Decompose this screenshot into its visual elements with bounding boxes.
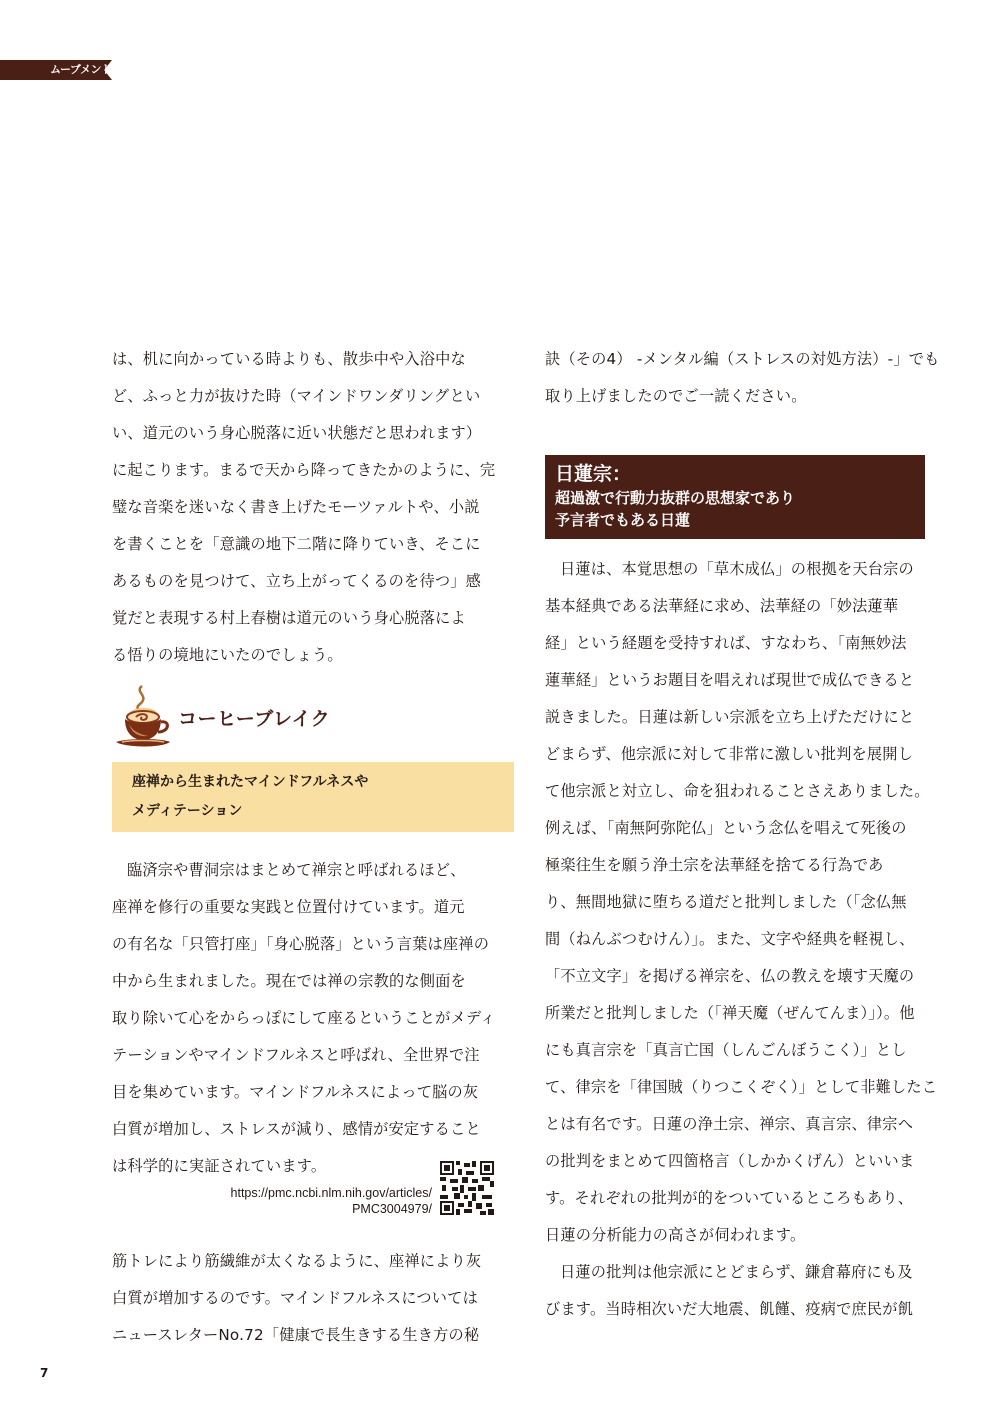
text-line: 日蓮の分析能力の高さが伺われます。	[545, 1226, 806, 1244]
text-line: 例えば、「南無阿弥陀仏」という念仏を唱えて死後の	[545, 819, 907, 837]
text-line: 蓮華経」というお題目を唱えれば現世で成仏できると	[545, 671, 915, 689]
page-number: 7	[40, 1366, 49, 1380]
text-line: にも真言宗を「真言亡国（しんごんぼうこく）」とし	[545, 1041, 907, 1059]
intro-paragraph	[112, 341, 504, 674]
text-line: あるものを見つけて、立ち上がってくるのを待つ」感	[112, 572, 481, 590]
text-line: ニュースレターNo.72「健康で長生きする生き方の秘	[112, 1326, 480, 1344]
text-line: 経」という経題を受持すれば、すなわち、「南無妙法	[545, 634, 907, 652]
nichiren-heading-box	[545, 455, 925, 539]
text-line: 璧な音楽を迷いなく書き上げたモーツァルトや、小説	[112, 498, 480, 516]
text-line: 中から生まれました。現在では禅の宗教的な側面を	[112, 972, 466, 990]
text-line: 「不立文字」を掲げる禅宗を、仏の教えを壊す天魔の	[545, 967, 915, 985]
coffee-cup-icon	[112, 684, 174, 750]
left-column	[112, 341, 504, 1354]
intro-paragraph	[545, 341, 940, 415]
text-line: は科学的に実証されています。	[112, 1157, 327, 1175]
text-line: 取り除いて心をからっぽにして座るということがメディ	[112, 1009, 496, 1027]
qr-code-icon[interactable]	[440, 1161, 494, 1215]
text-line: に起こります。まるで天から降ってきたかのように、完	[112, 461, 496, 479]
text-line: る悟りの境地にいたのでしょう。	[112, 646, 343, 664]
text-line: 目を集めています。マインドフルネスによって脳の灰	[112, 1083, 479, 1101]
reference-block	[112, 1185, 504, 1243]
closing-paragraph	[545, 1254, 937, 1328]
text-line: 覚だと表現する村上春樹は道元のいう身心脱落によ	[112, 609, 466, 627]
text-line: 間（ねんぶつむけん）」。また、文字や経典を軽視し、	[545, 930, 915, 948]
text-line: 臨済宗や曹洞宗はまとめて禅宗と呼ばれるほど、	[127, 861, 466, 879]
text-line: 所業だと批判しました（「禅天魔（ぜんてんま）」）。他	[545, 1004, 915, 1022]
text-line: 説きました。日蓮は新しい宗派を立ち上げただけにと	[545, 708, 915, 726]
text-line: とは有名です。日蓮の浄土宗、禅宗、真言宗、律宗へ	[545, 1115, 914, 1133]
text-line: の有名な「只管打座」「身心脱落」という言葉は座禅の	[112, 935, 490, 953]
text-line: 日蓮の批判は他宗派にとどまらず、鎌倉幕府にも及	[560, 1263, 913, 1281]
nichiren-subtitle-line: 超過激で行動力抜群の思想家であり	[555, 489, 796, 507]
mindfulness-paragraph	[112, 852, 504, 1185]
text-line: ど、ふっと力が抜けた時（マインドワンダリングとい	[112, 387, 481, 405]
reference-url[interactable]	[231, 1185, 432, 1217]
text-line: り、無間地獄に堕ちる道だと批判しました（「念仏無	[545, 893, 907, 911]
subtitle-line: メディテーション	[132, 803, 243, 819]
text-line: を書くことを「意識の地下二階に降りていき、そこに	[112, 535, 481, 553]
text-line: テーションやマインドフルネスと呼ばれ、全世界で注	[112, 1046, 480, 1064]
text-line: い、道元のいう身心脱落に近い状態だと思われます）	[112, 424, 482, 442]
text-line: 基本経典である法華経に求め、法華経の「妙法蓮華	[545, 597, 899, 615]
closing-paragraph	[112, 1243, 504, 1354]
reference-url-line: https://pmc.ncbi.nlm.nih.gov/articles/	[230, 1186, 432, 1200]
coffee-break-heading	[112, 680, 504, 760]
text-line: 極楽往生を願う浄土宗を法華経を捨てる行為であ	[545, 856, 884, 874]
text-line: す。それぞれの批判が的をついているところもあり、	[545, 1189, 914, 1207]
reference-url-line: PMC3004979/	[352, 1202, 432, 1216]
text-line: 白質が増加し、ストレスが減り、感情が安定すること	[112, 1120, 481, 1138]
nichiren-paragraph	[545, 551, 937, 1254]
text-line: て、律宗を「律国賊（りつこくぞく）」として非難したこ	[545, 1078, 938, 1096]
coffee-break-subtitle-box	[112, 762, 514, 832]
text-line: の批判をまとめて四箇格言（しかかくげん）といいま	[545, 1152, 915, 1170]
text-line: 座禅を修行の重要な実践と位置付けています。道元	[112, 898, 465, 916]
text-line: は、机に向かっている時よりも、散歩中や入浴中な	[112, 350, 466, 368]
text-line: 訣（その4） -メンタル編（ストレスの対処方法）-」でも	[545, 350, 940, 368]
section-label: ムーブメント	[50, 63, 112, 76]
subtitle-line: 座禅から生まれたマインドフルネスや	[132, 774, 369, 790]
text-line: 白質が増加するのです。マインドフルネスについては	[112, 1289, 478, 1307]
coffee-break-title: コーヒーブレイク	[178, 708, 331, 730]
text-line: 筋トレにより筋繊維が太くなるように、座禅により灰	[112, 1252, 482, 1270]
text-line: びます。当時相次いだ大地震、飢饉、疫病で庶民が飢	[545, 1300, 914, 1318]
text-line: 取り上げましたのでご一読ください。	[545, 387, 807, 405]
nichiren-subtitle-line: 予言者でもある日蓮	[555, 511, 691, 529]
text-line: て他宗派と対立し、命を狙われることさえありました。	[545, 782, 930, 800]
right-column	[545, 341, 940, 1328]
text-line: 日蓮は、本覚思想の「草木成仏」の根拠を天台宗の	[560, 560, 914, 578]
text-line: どまらず、他宗派に対して非常に激しい批判を展開し	[545, 745, 914, 763]
nichiren-title: 日蓮宗：	[555, 463, 632, 485]
